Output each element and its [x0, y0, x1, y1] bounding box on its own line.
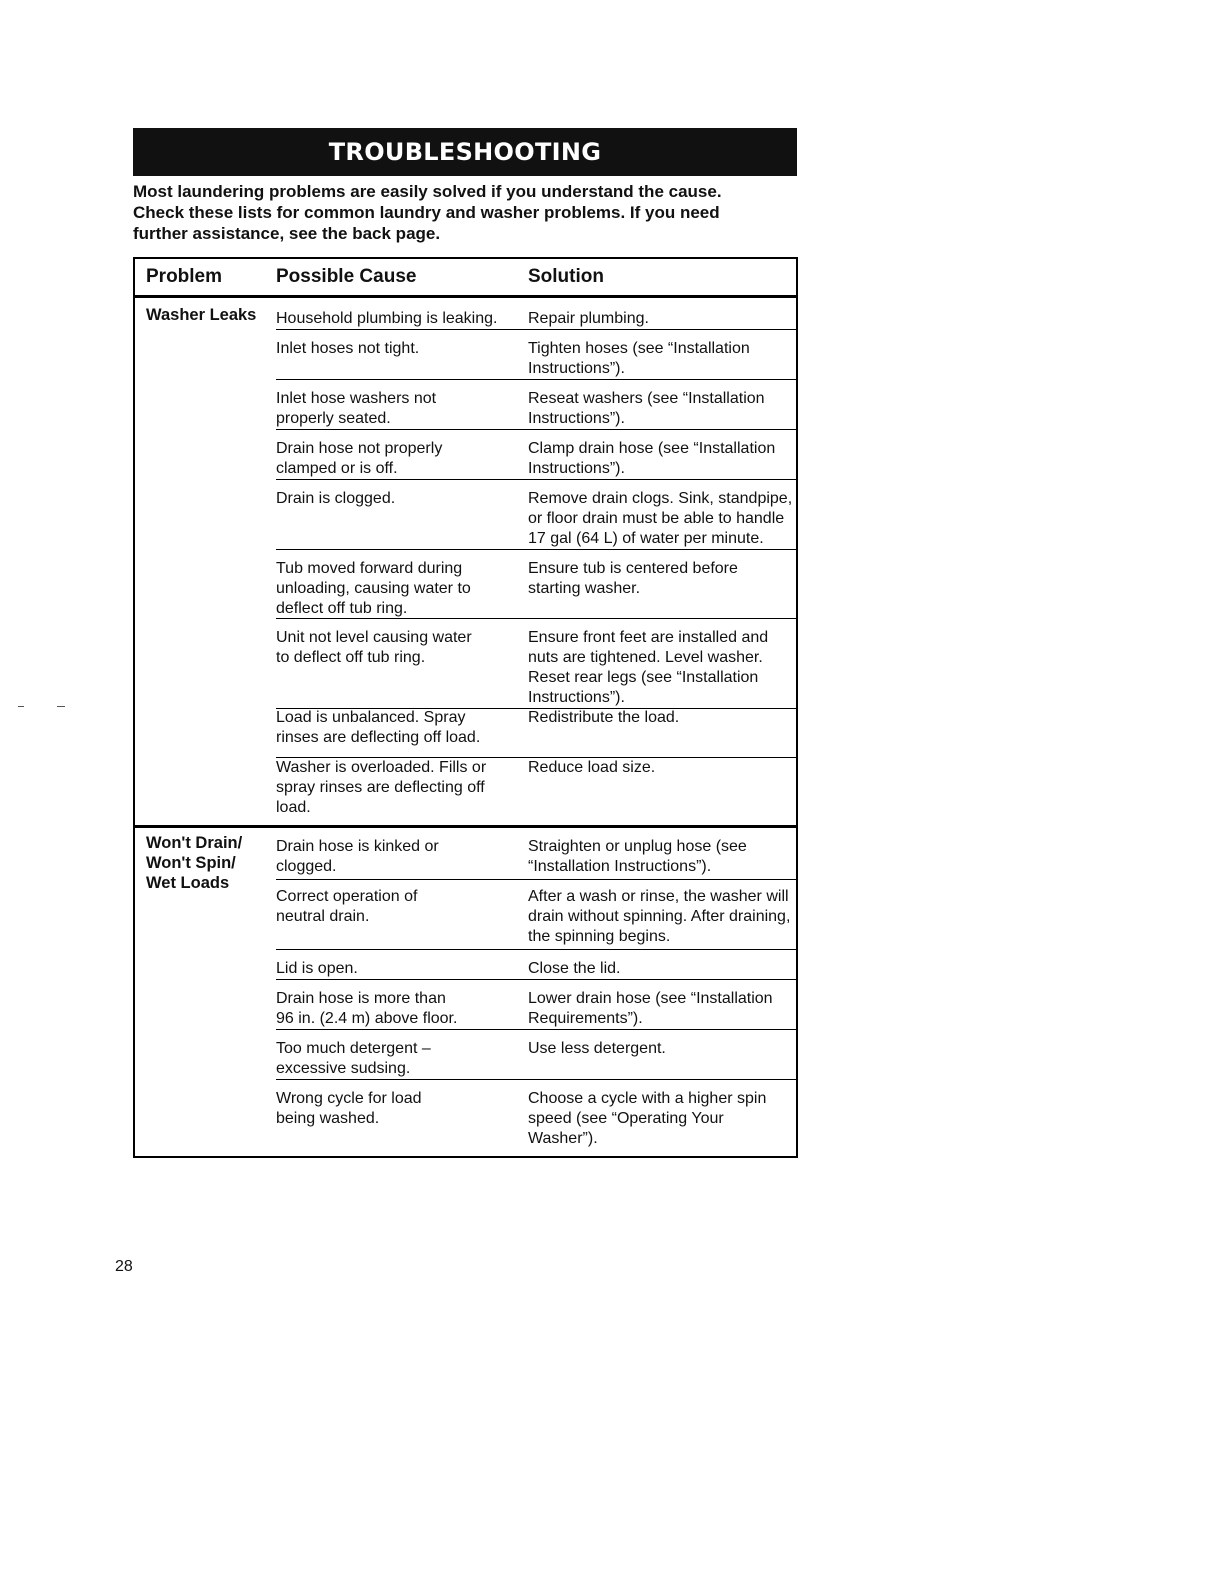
- cause-cell: [276, 389, 521, 429]
- cause-cell: [276, 1089, 521, 1129]
- cause-line: Drain hose is more than: [276, 990, 446, 1007]
- solution-line: drain without spinning. After draining,: [528, 908, 791, 925]
- table-row: [276, 708, 796, 758]
- solution-line: Use less detergent.: [528, 1040, 666, 1057]
- solution-line: “Installation Instructions”).: [528, 858, 712, 875]
- header-problem: Problem: [146, 266, 223, 287]
- solution-line: Reduce load size.: [528, 759, 656, 776]
- cause-cell: [276, 989, 521, 1029]
- solution-line: Lower drain hose (see “Installation: [528, 990, 773, 1007]
- cause-cell: [276, 758, 521, 818]
- solution-line: nuts are tightened. Level washer.: [528, 649, 763, 666]
- section-divider: [135, 825, 796, 828]
- solution-line: 17 gal (64 L) of water per minute.: [528, 530, 764, 547]
- solution-line: speed (see “Operating Your: [528, 1110, 724, 1127]
- intro-line: Check these lists for common laundry and washer problems. If you need: [133, 203, 720, 222]
- cause-line: Inlet hose washers not: [276, 390, 437, 407]
- cause-line: Correct operation of: [276, 888, 418, 905]
- table-row: [276, 837, 796, 880]
- solution-line: Clamp drain hose (see “Installation: [528, 440, 776, 457]
- table-row: [276, 389, 796, 430]
- table-row: [276, 309, 796, 330]
- solution-cell: [528, 339, 796, 379]
- solution-line: Instructions”).: [528, 410, 625, 427]
- troubleshooting-table: [133, 257, 798, 1158]
- solution-line: starting washer.: [528, 580, 641, 597]
- cause-cell: [276, 489, 521, 509]
- problem-label: [146, 833, 242, 893]
- cause-line: Drain hose is kinked or: [276, 838, 439, 855]
- cause-line: Drain is clogged.: [276, 490, 396, 507]
- cause-line: 96 in. (2.4 m) above floor.: [276, 1010, 458, 1027]
- cause-cell: [276, 708, 521, 748]
- cause-cell: [276, 628, 521, 668]
- solution-line: Instructions”).: [528, 460, 625, 477]
- solution-cell: [528, 989, 796, 1029]
- cause-cell: [276, 309, 521, 329]
- solution-cell: [528, 887, 796, 947]
- table-row: [276, 989, 796, 1030]
- cause-line: load.: [276, 799, 311, 816]
- solution-cell: [528, 1089, 796, 1149]
- solution-line: Repair plumbing.: [528, 310, 649, 327]
- cause-line: Tub moved forward during: [276, 560, 463, 577]
- title-banner: [133, 128, 797, 176]
- solution-cell: [528, 837, 796, 877]
- solution-line: Close the lid.: [528, 960, 621, 977]
- cause-line: Wrong cycle for load: [276, 1090, 422, 1107]
- problem-line: Washer Leaks: [146, 306, 257, 324]
- solution-line: Washer”).: [528, 1130, 598, 1147]
- solution-line: After a wash or rinse, the washer will: [528, 888, 789, 905]
- cause-line: Unit not level causing water: [276, 629, 472, 646]
- solution-cell: [528, 439, 796, 479]
- table-row: [276, 887, 796, 950]
- problem-line: Won't Spin/: [146, 854, 236, 872]
- solution-line: Instructions”).: [528, 360, 625, 377]
- cause-line: being washed.: [276, 1110, 380, 1127]
- cause-line: clamped or is off.: [276, 460, 398, 477]
- cause-line: to deflect off tub ring.: [276, 649, 426, 666]
- cause-line: excessive sudsing.: [276, 1060, 411, 1077]
- cause-line: Inlet hoses not tight.: [276, 340, 420, 357]
- intro-line: Most laundering problems are easily solved if you understand the cause.: [133, 182, 722, 201]
- solution-line: Remove drain clogs. Sink, standpipe,: [528, 490, 793, 507]
- problem-line: Won't Drain/: [146, 834, 243, 852]
- cause-line: properly seated.: [276, 410, 391, 427]
- cause-line: spray rinses are deflecting off: [276, 779, 485, 796]
- solution-line: Reset rear legs (see “Installation: [528, 669, 759, 686]
- cause-line: unloading, causing water to: [276, 580, 471, 597]
- table-row: [276, 439, 796, 480]
- table-row: [276, 339, 796, 380]
- solution-line: Ensure front feet are installed and: [528, 629, 769, 646]
- solution-cell: [528, 758, 796, 778]
- table-row: [276, 959, 796, 980]
- table-row: [276, 628, 796, 709]
- cause-cell: [276, 1039, 521, 1079]
- margin-mark: [18, 706, 24, 707]
- cause-cell: [276, 559, 521, 619]
- table-row: [276, 1089, 796, 1159]
- solution-cell: [528, 389, 796, 429]
- cause-line: neutral drain.: [276, 908, 370, 925]
- solution-cell: [528, 959, 796, 979]
- cause-line: clogged.: [276, 858, 337, 875]
- solution-cell: [528, 628, 796, 708]
- intro-paragraph: [133, 181, 797, 244]
- cause-line: Washer is overloaded. Fills or: [276, 759, 487, 776]
- solution-line: Choose a cycle with a higher spin: [528, 1090, 767, 1107]
- cause-line: Drain hose not properly: [276, 440, 443, 457]
- table-row: [276, 489, 796, 550]
- solution-cell: [528, 1039, 796, 1059]
- cause-cell: [276, 339, 521, 359]
- header-solution: Solution: [528, 266, 604, 287]
- cause-line: deflect off tub ring.: [276, 600, 408, 617]
- solution-line: Redistribute the load.: [528, 709, 680, 726]
- problem-line: Wet Loads: [146, 874, 230, 892]
- solution-cell: [528, 559, 796, 599]
- page-number: 28: [115, 1258, 133, 1275]
- solution-cell: [528, 708, 796, 728]
- solution-line: Requirements”).: [528, 1010, 643, 1027]
- solution-cell: [528, 309, 796, 329]
- cause-line: Lid is open.: [276, 960, 358, 977]
- cause-cell: [276, 959, 521, 979]
- cause-line: Load is unbalanced. Spray: [276, 709, 466, 726]
- table-row: [276, 1039, 796, 1080]
- solution-line: Ensure tub is centered before: [528, 560, 738, 577]
- table-header: [135, 259, 796, 298]
- solution-line: Reseat washers (see “Installation: [528, 390, 765, 407]
- solution-line: Tighten hoses (see “Installation: [528, 340, 750, 357]
- table-row: [276, 559, 796, 619]
- table-row: [276, 758, 796, 827]
- cause-cell: [276, 439, 521, 479]
- cause-line: Too much detergent –: [276, 1040, 431, 1057]
- solution-cell: [528, 489, 796, 549]
- cause-cell: [276, 837, 521, 877]
- solution-line: the spinning begins.: [528, 928, 671, 945]
- solution-line: or floor drain must be able to handle: [528, 510, 785, 527]
- solution-line: Instructions”).: [528, 689, 625, 706]
- page-title: TROUBLESHOOTING: [328, 138, 602, 166]
- header-possible-cause: Possible Cause: [276, 266, 417, 287]
- cause-line: rinses are deflecting off load.: [276, 729, 481, 746]
- intro-line: further assistance, see the back page.: [133, 224, 441, 243]
- cause-cell: [276, 887, 521, 927]
- cause-line: Household plumbing is leaking.: [276, 310, 498, 327]
- margin-mark: [57, 706, 65, 707]
- problem-label: [146, 305, 256, 325]
- solution-line: Straighten or unplug hose (see: [528, 838, 747, 855]
